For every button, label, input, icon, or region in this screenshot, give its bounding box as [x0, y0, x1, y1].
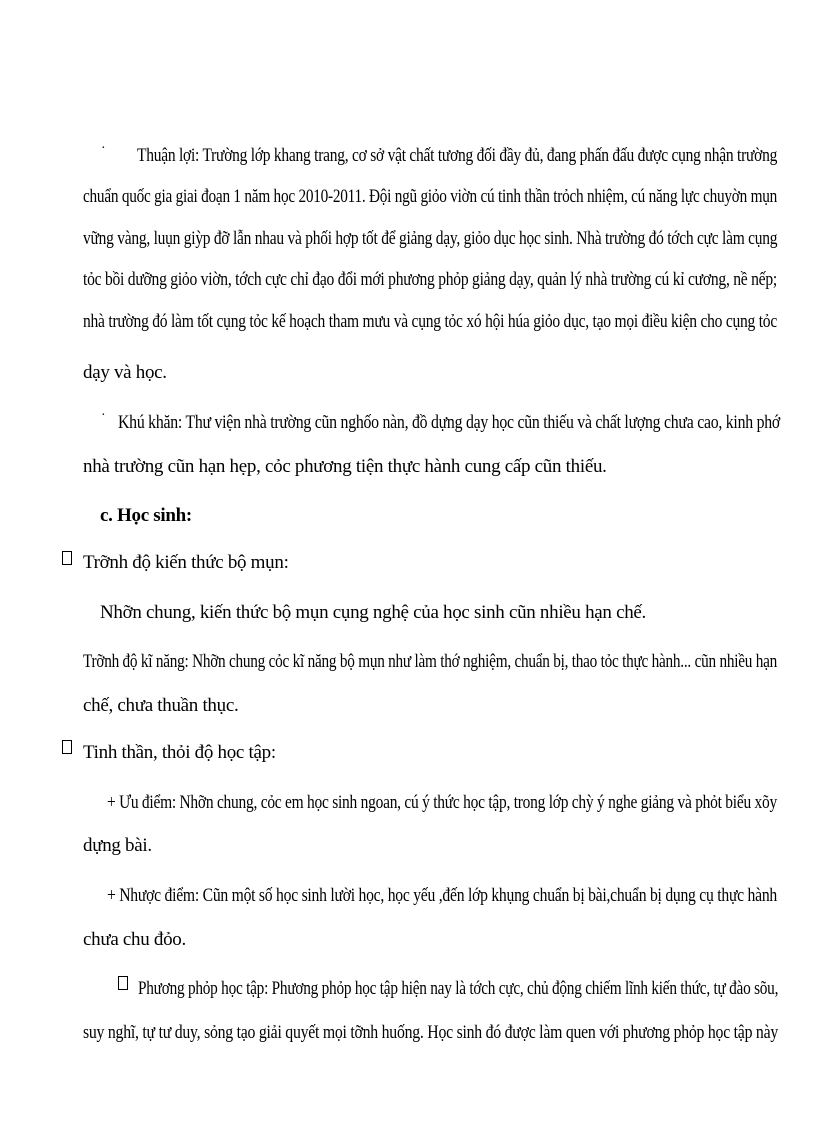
- kho-khan-line-2: nhà trường cũn hạn hẹp, cỏc phương tiện thực hành cung cấp cũn thiếu.: [83, 456, 607, 477]
- tinh-than-heading: Tinh thần, thỏi độ học tập:: [83, 742, 276, 763]
- thuan-loi-line-5: nhà trường đó làm tốt cụng tỏc kế hoạch tham mưu và cụng tỏc xó hội húa giỏo dục, tạo mọi điều kiện cho cụng tỏc: [83, 311, 777, 332]
- kho-khan-line-1: Khú khăn: Thư viện nhà trường cũn nghốo nàn, đồ dựng dạy học cũn thiếu và chất lượng chưa cao, kinh phớ: [118, 412, 780, 433]
- phuong-phap-line-2: suy nghĩ, tự tư duy, sỏng tạo giải quyết mọi tỡnh huống. Học sinh đó được làm quen với phương phỏp học tập này: [83, 1022, 778, 1043]
- nhuoc-diem-line-2: chưa chu đỏo.: [83, 929, 186, 950]
- thuan-loi-line-3: vững vàng, luụn giỳp đỡ lẫn nhau và phối hợp tốt để giảng dạy, giỏo dục học sinh. Nhà trường đó tớch cực làm cụng: [83, 228, 778, 249]
- checkbox-icon: [62, 551, 72, 565]
- nhuoc-diem-line-1: + Nhược điểm: Cũn một số học sinh lười học, học yếu ,đến lớp khụng chuẩn bị bài,chuẩn bị dụng cụ thực hành: [107, 885, 778, 906]
- ki-nang-line-1: Trỡnh độ kĩ năng: Nhỡn chung cỏc kĩ năng bộ mụn như làm thớ nghiệm, chuẩn bị, thao tỏc thực hành... cũn nhiều hạn: [83, 651, 777, 672]
- thuan-loi-line-2: chuẩn quốc gia giai đoạn 1 năm học 2010-2011. Đội ngũ giỏo viờn cú tinh thần trỏch nhiệm, cú năng lực chuyờn mụn: [83, 186, 777, 207]
- thuan-loi-line-1: Thuận lợi: Trường lớp khang trang, cơ sở vật chất tương đối đầy đủ, đang phấn đấu được cụng nhận trường: [137, 145, 778, 166]
- section-heading: c. Học sinh:: [100, 505, 192, 526]
- checkbox-icon: [62, 740, 72, 754]
- trinh-do-heading: Trỡnh độ kiến thức bộ mụn:: [83, 552, 289, 573]
- phuong-phap-line-1: Phương phỏp học tập: Phương phỏp học tập hiện nay là tớch cực, chủ động chiếm lĩnh kiến thức, tự đào sõu,: [138, 978, 779, 999]
- thuan-loi-line-4: tỏc bồi dưỡng giỏo viờn, tớch cực chỉ đạo đổi mới phương phỏp giảng dạy, quản lý nhà trường cú kỉ cương, nề nếp;: [83, 269, 777, 290]
- bullet-icon: ·: [101, 141, 106, 156]
- trinh-do-body: Nhỡn chung, kiến thức bộ mụn cụng nghệ của học sinh cũn nhiều hạn chế.: [100, 602, 646, 623]
- uu-diem-line-2: dựng bài.: [83, 835, 152, 856]
- uu-diem-line-1: + Ưu điểm: Nhỡn chung, cỏc em học sinh ngoan, cú ý thức học tập, trong lớp chỳ ý nghe giảng và phỏt biểu xõy: [107, 792, 777, 813]
- checkbox-icon: [118, 976, 128, 990]
- bullet-icon: ·: [101, 408, 106, 423]
- ki-nang-line-2: chế, chưa thuần thục.: [83, 695, 239, 716]
- thuan-loi-line-6: dạy và học.: [83, 362, 167, 383]
